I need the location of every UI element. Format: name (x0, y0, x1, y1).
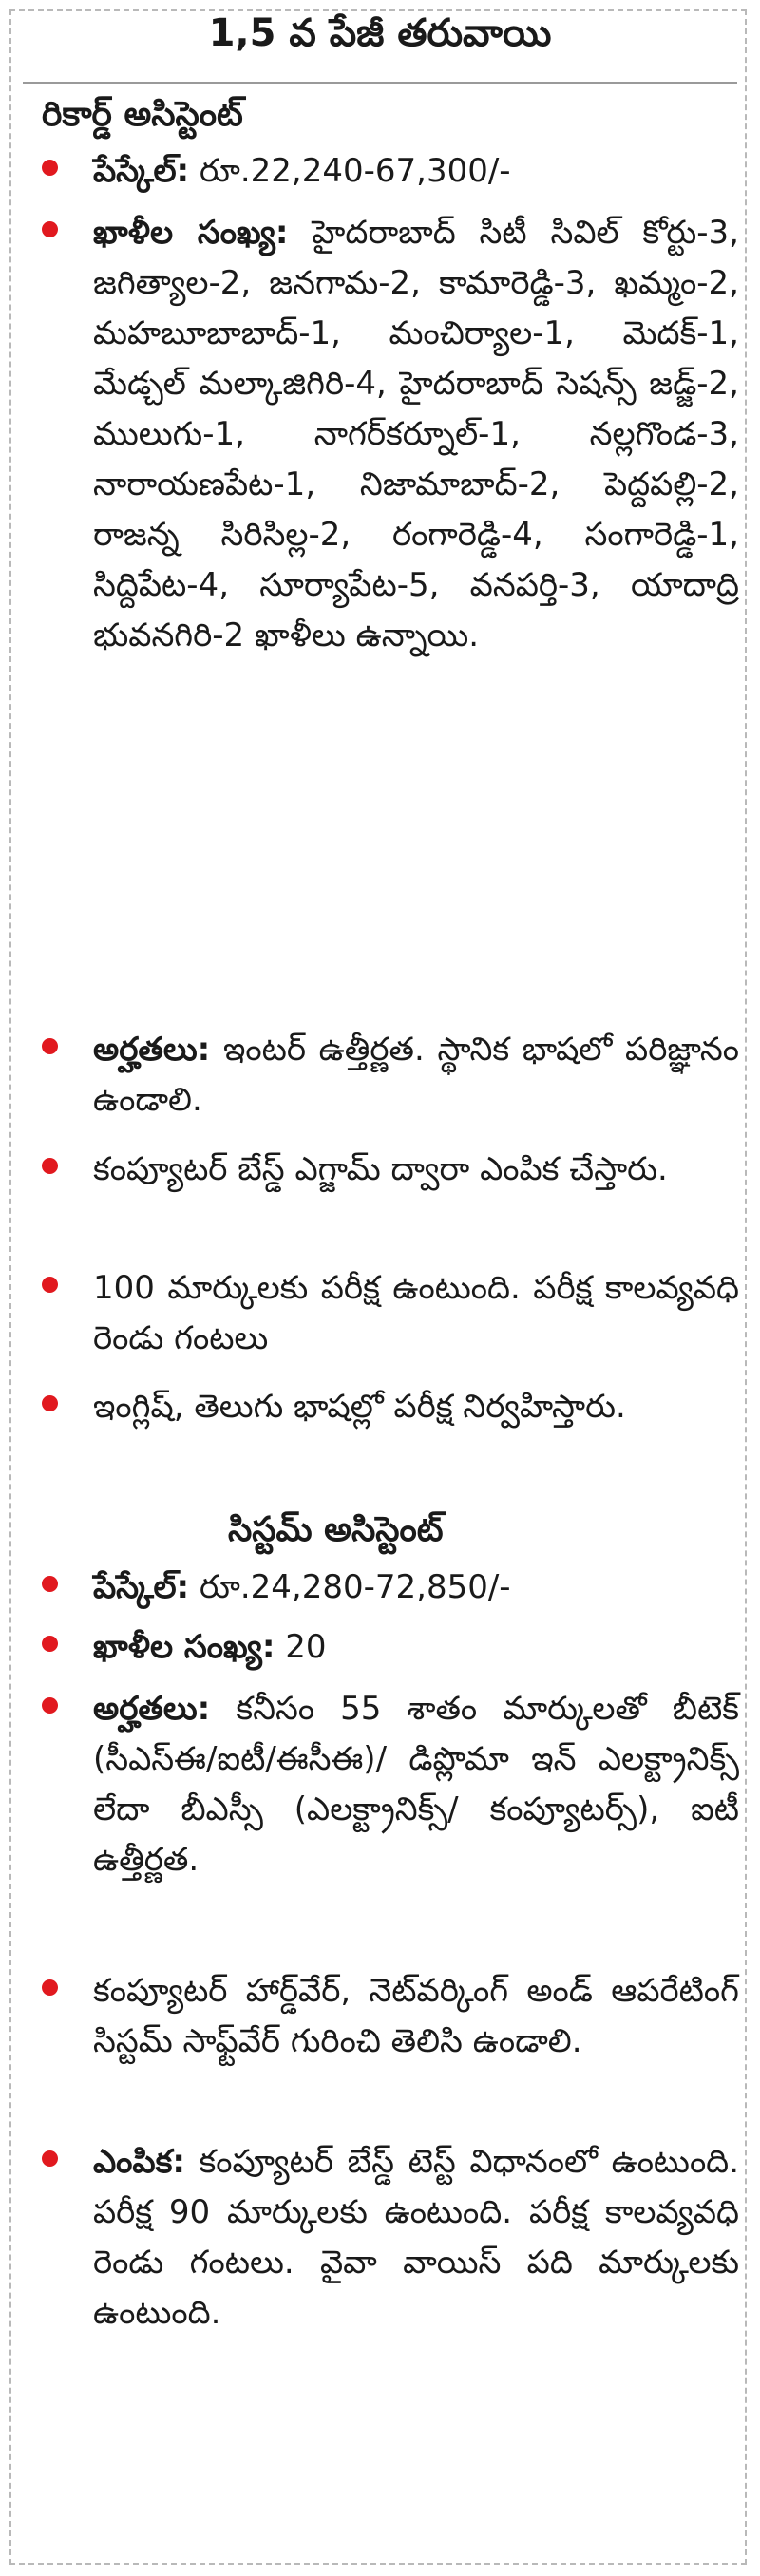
list-item (46, 1145, 739, 1195)
list-item (46, 1684, 739, 1885)
bullet-icon (42, 1576, 58, 1592)
bullet-icon (42, 1979, 58, 1996)
list-item (46, 2137, 739, 2339)
list-item (46, 1382, 739, 1432)
bullet-icon (42, 1395, 58, 1411)
item-label: ఖాళీల సంఖ్య: (93, 214, 289, 252)
item-text: 100 మార్కులకు పరీక్ష ఉంటుంది. పరీక్ష కాలవ్యవధి రెండు గంటలు (93, 1269, 739, 1357)
item-text: కనీసం 55 శాతం మార్కులతో బీటెక్ (సీఎస్ఈ/ఐటీ/ఈసీఈ)/ డిప్లొమా ఇన్ ఎలక్ట్రానిక్స్ లేదా బీఎస్సీ (ఎలక్ట్రానిక్స్/ కంప్యూటర్స్), ఐటీ ఉత్తీర్ణత. (93, 1690, 739, 1879)
item-text: హైదరాబాద్ సిటీ సివిల్ కోర్టు-3, జగిత్యాల-2, జనగామ-2, కామారెడ్డి-3, ఖమ్మం-2, మహబూబాబాద్-1, మంచిర్యాల-1, మెదక్-1, మేడ్చల్ మల్కాజిగిరి-4, హైదరాబాద్ సెషన్స్ జడ్జ్-2, ములుగు-1, నాగర్‌కర్నూల్-1, నల్లగొండ-3, నారాయణపేట-1, నిజామాబాద్-2, పెద్దపల్లి-2, రాజన్న సిరిసిల్ల-2, రంగారెడ్డి-4, సంగారెడ్డి-1, సిద్దిపేట-4, సూర్యాపేట-5, వనపర్తి-3, యాదాద్రి భువనగిరి-2 ఖాళీలు ఉన్నాయి. (93, 214, 739, 654)
item-text: కంప్యూటర్ బేస్డ్ టెస్ట్ విధానంలో ఉంటుంది. పరీక్ష 90 మార్కులకు ఉంటుంది. పరీక్ష కాలవ్యవధి రెండు గంటలు. వైవా వాయిస్ పది మార్కులకు ఉంటుంది. (93, 2143, 739, 2332)
item-text: 20 (275, 1628, 327, 1666)
page-header (0, 0, 760, 76)
item-text: ఇంటర్ ఉత్తీర్ణత. స్థానిక భాషలో పరిజ్ఞానం ఉండాలి. (93, 1031, 739, 1119)
list-item (46, 208, 739, 661)
bullet-icon (42, 1038, 58, 1054)
bullet-icon (42, 160, 58, 176)
header-divider (23, 82, 737, 84)
list-item (46, 146, 739, 197)
bullet-icon (42, 1277, 58, 1293)
section-title-record-assistant: రికార్డ్ అసిస్టెంట్ (42, 95, 243, 134)
item-label: అర్హతలు: (93, 1031, 211, 1069)
item-text: రూ.24,280-72,850/- (189, 1568, 511, 1606)
item-label: ఖాళీల సంఖ్య: (93, 1628, 276, 1666)
item-text: ఇంగ్లిష్, తెలుగు భాషల్లో పరీక్ష నిర్వహిస్తారు. (93, 1388, 626, 1426)
item-text: రూ.22,240-67,300/- (189, 152, 511, 190)
item-label: పేస్కేల్: (93, 152, 190, 190)
bullet-icon (42, 221, 58, 237)
page-title: 1,5 వ పేజీ తరువాయి (208, 11, 552, 55)
bullet-icon (42, 1158, 58, 1174)
list-item (46, 1966, 739, 2067)
item-text: కంప్యూటర్ హార్డ్‌వేర్, నెట్‌వర్కింగ్ అండ్ ఆపరేటింగ్ సిస్టమ్ సాఫ్ట్‌వేర్ గురించి తెలిసి ఉండాలి. (93, 1972, 739, 2060)
bullet-icon (42, 1636, 58, 1652)
list-item (46, 1025, 739, 1126)
item-text: కంప్యూటర్ బేస్డ్ ఎగ్జామ్ ద్వారా ఎంపిక చేస్తారు. (93, 1150, 668, 1188)
section-title-system-assistant: సిస్టమ్ అసిస్టెంట్ (228, 1510, 444, 1549)
list-item (46, 1263, 739, 1364)
item-label: అర్హతలు: (93, 1690, 211, 1728)
item-label: ఎంపిక: (93, 2143, 185, 2181)
list-item (46, 1622, 739, 1673)
list-item (46, 1563, 739, 1613)
bullet-icon (42, 1697, 58, 1714)
bullet-icon (42, 2150, 58, 2167)
item-label: పేస్కేల్: (93, 1568, 190, 1606)
